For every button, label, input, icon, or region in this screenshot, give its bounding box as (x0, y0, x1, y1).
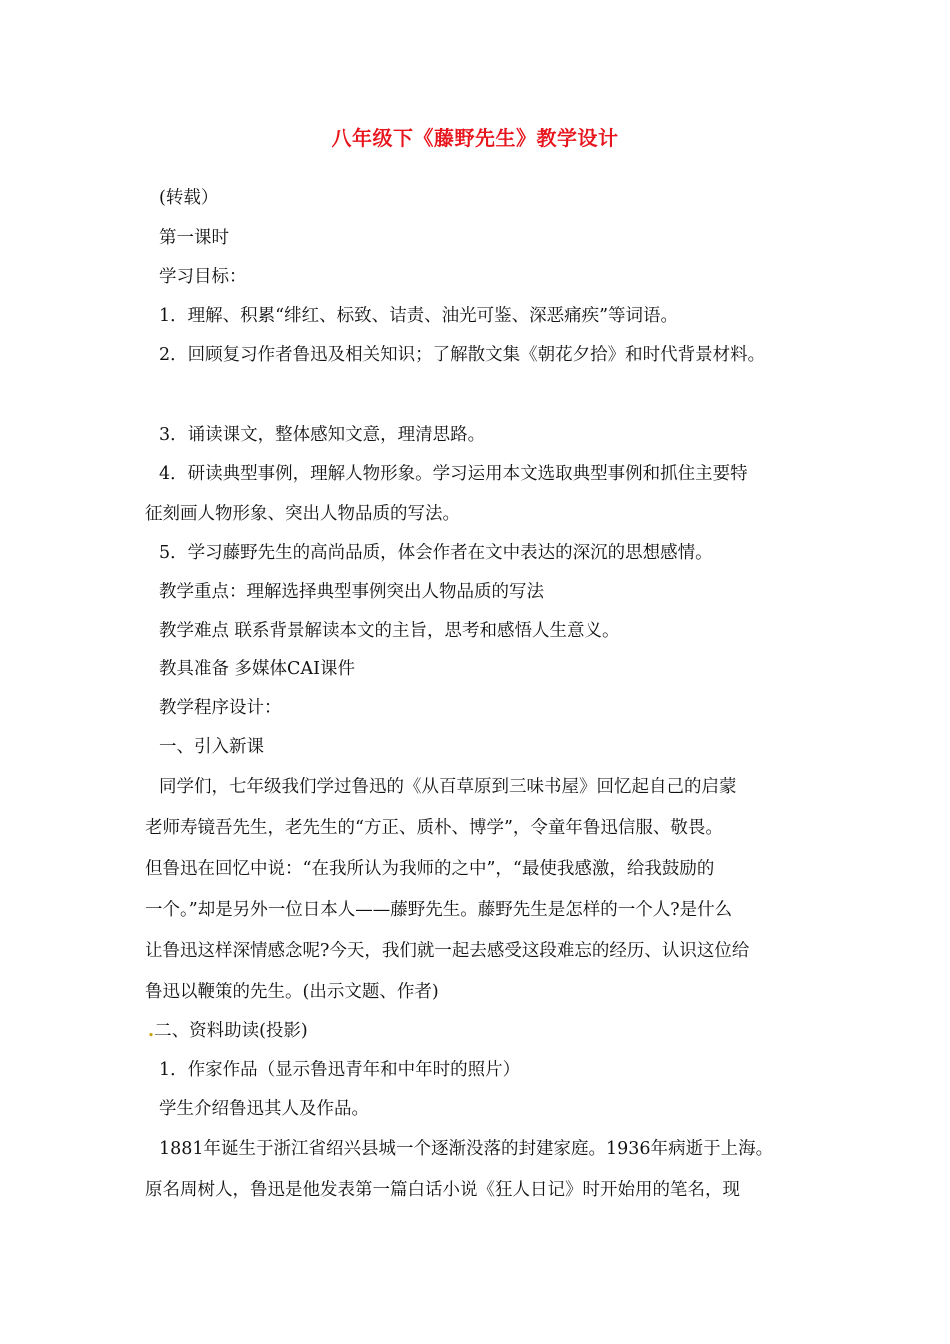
text-line (145, 1019, 828, 1043)
text-line: 学习目标： (159, 267, 247, 287)
section-heading: 二、资料助读(投影) (154, 1021, 308, 1041)
text-line: 1881年诞生于浙江省绍兴县城一个逐渐没落的封建家庭。1936年病逝于上海。 (159, 1139, 774, 1159)
text-line: (转载） (159, 188, 219, 208)
text-line: 一、引入新课 (159, 737, 264, 757)
text-line: 教学程序设计： (159, 698, 282, 718)
text-line: 教学难点 联系背景解读本文的主旨，思考和感悟人生意义。 (159, 621, 620, 641)
text-line: 让鲁迅这样深情感念呢?今天，我们就一起去感受这段难忘的经历、认识这位给 (145, 941, 750, 961)
text-line: 同学们，七年级我们学过鲁迅的《从百草原到三味书屋》回忆起自己的启蒙 (159, 777, 737, 797)
text-line: 鲁迅以鞭策的先生。(出示文题、作者) (145, 982, 439, 1002)
bullet-mark: . (148, 1021, 155, 1041)
text-line: 教学重点：理解选择典型事例突出人物品质的写法 (159, 582, 544, 602)
text-line: 但鲁迅在回忆中说：“在我所认为我师的之中”，“最使我感激，给我鼓励的 (145, 859, 715, 879)
text-line: 4．研读典型事例，理解人物形象。学习运用本文选取典型事例和抓住主要特 (159, 464, 748, 484)
text-line: 2．回顾复习作者鲁迅及相关知识；了解散文集《朝花夕拾》和时代背景材料。 (159, 345, 766, 365)
text-line: 5．学习藤野先生的高尚品质，体会作者在文中表达的深沉的思想感情。 (159, 543, 713, 563)
text-line: 教具准备 多媒体CAI课件 (159, 659, 356, 679)
document-title: 八年级下《藤野先生》教学设计 (331, 126, 619, 150)
text-line: 征刻画人物形象、突出人物品质的写法。 (145, 504, 460, 524)
text-line: 1．理解、积累“绯红、标致、诘责、油光可鉴、深恶痛疾”等词语。 (159, 306, 679, 326)
text-line: 原名周树人，鲁迅是他发表第一篇白话小说《狂人日记》时开始用的笔名，现 (145, 1180, 740, 1200)
text-line: 3．诵读课文，整体感知文意，理清思路。 (159, 425, 486, 445)
text-line: 一个。”却是另外一位日本人——藤野先生。藤野先生是怎样的一个人?是什么 (145, 900, 733, 920)
text-line: 老师寿镜吾先生，老先生的“方正、质朴、博学”，令童年鲁迅信服、敬畏。 (145, 818, 723, 838)
text-line: 1．作家作品（显示鲁迅青年和中年时的照片） (159, 1060, 521, 1080)
text-line: 学生介绍鲁迅其人及作品。 (159, 1099, 369, 1119)
text-line: 第一课时 (159, 228, 229, 248)
